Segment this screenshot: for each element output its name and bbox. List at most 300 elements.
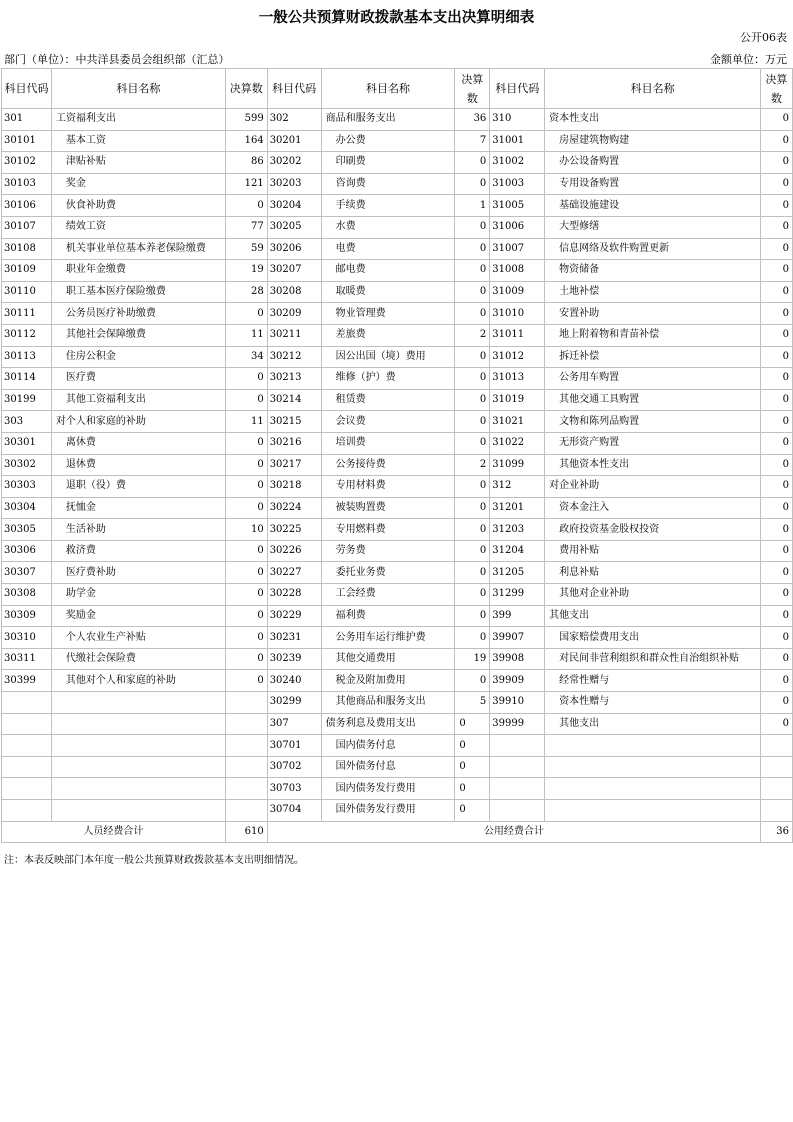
amount-cell: 0: [225, 584, 267, 606]
account-name-cell: 代缴社会保险费: [51, 648, 225, 670]
table-body: [2, 109, 793, 822]
account-name-cell: [51, 713, 225, 735]
account-name-cell: 医疗费: [51, 368, 225, 390]
amount-cell: 0: [761, 368, 793, 390]
amount-cell: 0: [225, 562, 267, 584]
table-row: [2, 627, 793, 649]
amount-cell: [225, 713, 267, 735]
account-code-cell: 31203: [490, 519, 545, 541]
amount-cell: 0: [455, 778, 490, 800]
amount-cell: 10: [225, 519, 267, 541]
account-code-cell: 30229: [267, 605, 321, 627]
account-code-cell: 30211: [267, 324, 321, 346]
amount-cell: 0: [455, 670, 490, 692]
account-name-cell: 物业管理费: [321, 303, 455, 325]
amount-cell: 0: [761, 497, 793, 519]
amount-cell: 0: [225, 368, 267, 390]
amount-cell: 11: [225, 324, 267, 346]
account-name-cell: 公务员医疗补助缴费: [51, 303, 225, 325]
account-code-cell: 30112: [2, 324, 52, 346]
amount-cell: 0: [761, 562, 793, 584]
account-name-cell: 印刷费: [321, 152, 455, 174]
account-code-cell: [2, 756, 52, 778]
account-name-cell: 工会经费: [321, 584, 455, 606]
account-name-cell: 基本工资: [51, 130, 225, 152]
account-name-cell: 商品和服务支出: [321, 109, 455, 131]
amount-cell: 0: [761, 540, 793, 562]
amount-cell: 0: [225, 497, 267, 519]
table-row: [2, 238, 793, 260]
header-code-3: 科目代码: [490, 69, 545, 109]
account-name-cell: 对民间非营利组织和群众性自治组织补贴: [545, 648, 761, 670]
amount-cell: 11: [225, 411, 267, 433]
table-row: [2, 411, 793, 433]
account-code-cell: 30216: [267, 432, 321, 454]
amount-cell: 0: [455, 519, 490, 541]
account-name-cell: 奖励金: [51, 605, 225, 627]
personnel-total-value: 610: [225, 821, 267, 843]
amount-cell: [761, 800, 793, 822]
amount-cell: 5: [455, 692, 490, 714]
account-name-cell: 安置补助: [545, 303, 761, 325]
amount-cell: 0: [455, 238, 490, 260]
account-name-cell: 委托业务费: [321, 562, 455, 584]
amount-cell: 0: [455, 584, 490, 606]
report-title: 一般公共预算财政拨款基本支出决算明细表: [258, 10, 535, 26]
amount-cell: 0: [761, 260, 793, 282]
amount-cell: 0: [761, 432, 793, 454]
account-name-cell: 邮电费: [321, 260, 455, 282]
account-code-cell: [2, 800, 52, 822]
account-code-cell: 31022: [490, 432, 545, 454]
account-code-cell: 30215: [267, 411, 321, 433]
personnel-total-label: 人员经费合计: [2, 821, 226, 843]
amount-cell: 19: [455, 648, 490, 670]
amount-cell: 0: [761, 605, 793, 627]
account-name-cell: 退休费: [51, 454, 225, 476]
table-row: [2, 562, 793, 584]
amount-cell: 0: [761, 648, 793, 670]
amount-cell: 121: [225, 173, 267, 195]
account-name-cell: 其他对企业补助: [545, 584, 761, 606]
table-row: [2, 303, 793, 325]
account-code-cell: 31001: [490, 130, 545, 152]
amount-cell: 0: [761, 627, 793, 649]
account-code-cell: 31005: [490, 195, 545, 217]
account-code-cell: [2, 692, 52, 714]
amount-cell: 0: [225, 303, 267, 325]
account-code-cell: 31013: [490, 368, 545, 390]
account-code-cell: 30224: [267, 497, 321, 519]
account-name-cell: 资本金注入: [545, 497, 761, 519]
account-code-cell: [490, 735, 545, 757]
amount-cell: 0: [455, 605, 490, 627]
account-name-cell: 取暖费: [321, 281, 455, 303]
account-code-cell: 30702: [267, 756, 321, 778]
account-code-cell: 31002: [490, 152, 545, 174]
account-name-cell: 会议费: [321, 411, 455, 433]
account-name-cell: 被装购置费: [321, 497, 455, 519]
account-name-cell: 差旅费: [321, 324, 455, 346]
account-code-cell: 30208: [267, 281, 321, 303]
table-row: [2, 756, 793, 778]
form-code: 公开06表: [740, 31, 787, 44]
header-amount-2: 决算数: [455, 69, 490, 109]
account-code-cell: 30231: [267, 627, 321, 649]
account-code-cell: 30239: [267, 648, 321, 670]
table-row: [2, 368, 793, 390]
account-name-cell: 退职（役）费: [51, 476, 225, 498]
account-code-cell: 30303: [2, 476, 52, 498]
amount-cell: 0: [761, 389, 793, 411]
amount-cell: 0: [225, 195, 267, 217]
account-code-cell: 30111: [2, 303, 52, 325]
account-name-cell: 经常性赠与: [545, 670, 761, 692]
account-name-cell: 绩效工资: [51, 216, 225, 238]
account-name-cell: 拆迁补偿: [545, 346, 761, 368]
account-name-cell: 咨询费: [321, 173, 455, 195]
account-name-cell: 手续费: [321, 195, 455, 217]
account-name-cell: 对个人和家庭的补助: [51, 411, 225, 433]
account-code-cell: 30199: [2, 389, 52, 411]
account-code-cell: 303: [2, 411, 52, 433]
account-code-cell: 30106: [2, 195, 52, 217]
header-name-2: 科目名称: [321, 69, 455, 109]
amount-cell: 0: [225, 454, 267, 476]
account-name-cell: 基础设施建设: [545, 195, 761, 217]
amount-cell: 164: [225, 130, 267, 152]
account-name-cell: 其他商品和服务支出: [321, 692, 455, 714]
table-row: [2, 281, 793, 303]
account-code-cell: 30308: [2, 584, 52, 606]
account-code-cell: 30113: [2, 346, 52, 368]
account-code-cell: 30307: [2, 562, 52, 584]
account-code-cell: 30704: [267, 800, 321, 822]
account-name-cell: 地上附着物和青苗补偿: [545, 324, 761, 346]
account-code-cell: 39907: [490, 627, 545, 649]
amount-cell: 0: [761, 692, 793, 714]
account-name-cell: 其他资本性支出: [545, 454, 761, 476]
amount-cell: 0: [455, 368, 490, 390]
account-code-cell: 30201: [267, 130, 321, 152]
account-name-cell: 利息补贴: [545, 562, 761, 584]
account-name-cell: 公务用车购置: [545, 368, 761, 390]
account-name-cell: 助学金: [51, 584, 225, 606]
header-amount-3: 决算数: [761, 69, 793, 109]
account-name-cell: 住房公积金: [51, 346, 225, 368]
account-code-cell: 30203: [267, 173, 321, 195]
account-code-cell: 30302: [2, 454, 52, 476]
account-code-cell: 30209: [267, 303, 321, 325]
amount-cell: 0: [455, 411, 490, 433]
amount-cell: 0: [455, 735, 490, 757]
table-row: [2, 454, 793, 476]
account-code-cell: 30399: [2, 670, 52, 692]
account-code-cell: 31008: [490, 260, 545, 282]
amount-cell: 0: [455, 562, 490, 584]
account-code-cell: [2, 778, 52, 800]
account-name-cell: 租赁费: [321, 389, 455, 411]
table-row: [2, 648, 793, 670]
amount-cell: 0: [761, 216, 793, 238]
account-name-cell: 国外债务发行费用: [321, 800, 455, 822]
account-name-cell: [51, 735, 225, 757]
table-row: [2, 195, 793, 217]
account-name-cell: 机关事业单位基本养老保险缴费: [51, 238, 225, 260]
table-row: [2, 389, 793, 411]
table-row: [2, 735, 793, 757]
table-row: [2, 216, 793, 238]
account-code-cell: 312: [490, 476, 545, 498]
account-code-cell: 30212: [267, 346, 321, 368]
account-code-cell: 30202: [267, 152, 321, 174]
account-code-cell: 30109: [2, 260, 52, 282]
account-code-cell: 31099: [490, 454, 545, 476]
amount-cell: 86: [225, 152, 267, 174]
account-code-cell: 31012: [490, 346, 545, 368]
amount-cell: 0: [761, 670, 793, 692]
account-name-cell: 国外债务付息: [321, 756, 455, 778]
account-name-cell: 水费: [321, 216, 455, 238]
amount-cell: 2: [455, 454, 490, 476]
amount-cell: 0: [455, 627, 490, 649]
account-code-cell: 31003: [490, 173, 545, 195]
header-code-2: 科目代码: [267, 69, 321, 109]
account-name-cell: [51, 778, 225, 800]
table-row: [2, 540, 793, 562]
account-code-cell: [490, 778, 545, 800]
amount-cell: 0: [455, 756, 490, 778]
account-name-cell: 福利费: [321, 605, 455, 627]
amount-cell: 36: [455, 109, 490, 131]
amount-cell: 2: [455, 324, 490, 346]
account-code-cell: 30108: [2, 238, 52, 260]
account-name-cell: 物资储备: [545, 260, 761, 282]
amount-cell: 0: [761, 109, 793, 131]
account-code-cell: 31010: [490, 303, 545, 325]
table-row: [2, 476, 793, 498]
amount-cell: 0: [455, 432, 490, 454]
table-row: [2, 109, 793, 131]
account-code-cell: 30102: [2, 152, 52, 174]
account-code-cell: 30110: [2, 281, 52, 303]
table-row: [2, 346, 793, 368]
amount-cell: 0: [455, 497, 490, 519]
account-code-cell: 30240: [267, 670, 321, 692]
account-name-cell: 个人农业生产补贴: [51, 627, 225, 649]
amount-cell: 0: [761, 454, 793, 476]
account-name-cell: 其他工资福利支出: [51, 389, 225, 411]
amount-cell: 0: [455, 476, 490, 498]
account-code-cell: 31299: [490, 584, 545, 606]
account-name-cell: 资本性赠与: [545, 692, 761, 714]
table-row: [2, 260, 793, 282]
amount-cell: [225, 692, 267, 714]
amount-cell: 0: [761, 713, 793, 735]
account-name-cell: 抚恤金: [51, 497, 225, 519]
amount-cell: [761, 735, 793, 757]
table-row: [2, 324, 793, 346]
account-code-cell: 30301: [2, 432, 52, 454]
account-code-cell: 30225: [267, 519, 321, 541]
amount-cell: [225, 778, 267, 800]
account-name-cell: 维修（护）费: [321, 368, 455, 390]
amount-cell: 0: [455, 173, 490, 195]
expenditure-detail-table: [1, 68, 793, 843]
account-name-cell: 救济费: [51, 540, 225, 562]
account-code-cell: 39908: [490, 648, 545, 670]
account-name-cell: 因公出国（境）费用: [321, 346, 455, 368]
table-row: [2, 173, 793, 195]
account-name-cell: 信息网络及软件购置更新: [545, 238, 761, 260]
amount-cell: [225, 800, 267, 822]
amount-cell: 0: [455, 216, 490, 238]
totals-row: [2, 821, 793, 843]
account-name-cell: 办公费: [321, 130, 455, 152]
account-code-cell: 31201: [490, 497, 545, 519]
table-row: [2, 692, 793, 714]
table-row: [2, 713, 793, 735]
account-code-cell: 30205: [267, 216, 321, 238]
amount-cell: 0: [455, 152, 490, 174]
table-header-row: [2, 69, 793, 109]
account-name-cell: 文物和陈列品购置: [545, 411, 761, 433]
amount-cell: 0: [455, 281, 490, 303]
account-name-cell: 资本性支出: [545, 109, 761, 131]
account-code-cell: 30227: [267, 562, 321, 584]
account-code-cell: 30701: [267, 735, 321, 757]
table-row: [2, 432, 793, 454]
account-name-cell: 国内债务发行费用: [321, 778, 455, 800]
account-name-cell: 国家赔偿费用支出: [545, 627, 761, 649]
account-name-cell: 土地补偿: [545, 281, 761, 303]
account-name-cell: 其他交通费用: [321, 648, 455, 670]
amount-cell: 0: [761, 152, 793, 174]
account-code-cell: 301: [2, 109, 52, 131]
account-code-cell: 307: [267, 713, 321, 735]
account-code-cell: 30214: [267, 389, 321, 411]
account-code-cell: 30103: [2, 173, 52, 195]
table-row: [2, 778, 793, 800]
amount-cell: 0: [761, 476, 793, 498]
amount-cell: 1: [455, 195, 490, 217]
header-amount-1: 决算数: [225, 69, 267, 109]
account-code-cell: 30107: [2, 216, 52, 238]
account-code-cell: 30703: [267, 778, 321, 800]
account-code-cell: 39910: [490, 692, 545, 714]
account-code-cell: 30304: [2, 497, 52, 519]
amount-cell: 28: [225, 281, 267, 303]
account-code-cell: [490, 800, 545, 822]
amount-cell: [225, 756, 267, 778]
account-code-cell: 30218: [267, 476, 321, 498]
amount-cell: 0: [761, 173, 793, 195]
account-name-cell: 费用补贴: [545, 540, 761, 562]
public-total-value: 36: [761, 821, 793, 843]
account-name-cell: 劳务费: [321, 540, 455, 562]
amount-cell: 0: [761, 584, 793, 606]
account-name-cell: [545, 800, 761, 822]
amount-cell: 0: [761, 281, 793, 303]
account-name-cell: [51, 800, 225, 822]
table-row: [2, 584, 793, 606]
account-name-cell: [51, 692, 225, 714]
account-code-cell: 30204: [267, 195, 321, 217]
amount-cell: 0: [225, 389, 267, 411]
amount-cell: 0: [225, 670, 267, 692]
account-name-cell: 办公设备购置: [545, 152, 761, 174]
account-code-cell: 31021: [490, 411, 545, 433]
department-label: 部门（单位）：中共洋县委员会组织部（汇总）: [4, 53, 230, 66]
amount-cell: 7: [455, 130, 490, 152]
account-name-cell: 工资福利支出: [51, 109, 225, 131]
account-code-cell: 31011: [490, 324, 545, 346]
amount-cell: 0: [455, 346, 490, 368]
amount-cell: [761, 756, 793, 778]
account-name-cell: 房屋建筑物购建: [545, 130, 761, 152]
account-code-cell: 30207: [267, 260, 321, 282]
header-name-3: 科目名称: [545, 69, 761, 109]
amount-cell: 0: [225, 627, 267, 649]
account-name-cell: 专用材料费: [321, 476, 455, 498]
amount-cell: [761, 778, 793, 800]
amount-cell: 599: [225, 109, 267, 131]
amount-cell: 0: [761, 238, 793, 260]
account-code-cell: 30213: [267, 368, 321, 390]
amount-cell: 77: [225, 216, 267, 238]
account-code-cell: 30114: [2, 368, 52, 390]
account-name-cell: [51, 756, 225, 778]
amount-unit: 金额单位：万元: [710, 53, 787, 66]
account-code-cell: 31019: [490, 389, 545, 411]
account-code-cell: 31009: [490, 281, 545, 303]
account-name-cell: 其他交通工具购置: [545, 389, 761, 411]
table-row: [2, 152, 793, 174]
amount-cell: 0: [761, 195, 793, 217]
account-code-cell: 310: [490, 109, 545, 131]
account-code-cell: 31006: [490, 216, 545, 238]
account-name-cell: 伙食补助费: [51, 195, 225, 217]
account-code-cell: 31007: [490, 238, 545, 260]
account-code-cell: [490, 756, 545, 778]
account-code-cell: 302: [267, 109, 321, 131]
amount-cell: 0: [761, 324, 793, 346]
account-code-cell: 31205: [490, 562, 545, 584]
account-code-cell: 30217: [267, 454, 321, 476]
amount-cell: 0: [761, 346, 793, 368]
account-code-cell: 30226: [267, 540, 321, 562]
header-name-1: 科目名称: [51, 69, 225, 109]
account-code-cell: 31204: [490, 540, 545, 562]
account-name-cell: 大型修缮: [545, 216, 761, 238]
amount-cell: 0: [761, 303, 793, 325]
account-code-cell: 30305: [2, 519, 52, 541]
amount-cell: 0: [455, 389, 490, 411]
amount-cell: 19: [225, 260, 267, 282]
account-name-cell: 对企业补助: [545, 476, 761, 498]
account-code-cell: 39909: [490, 670, 545, 692]
account-code-cell: 30101: [2, 130, 52, 152]
amount-cell: 0: [225, 605, 267, 627]
amount-cell: 0: [455, 303, 490, 325]
account-code-cell: 30311: [2, 648, 52, 670]
account-code-cell: 30309: [2, 605, 52, 627]
header-code-1: 科目代码: [2, 69, 52, 109]
amount-cell: 34: [225, 346, 267, 368]
table-row: [2, 130, 793, 152]
account-name-cell: 国内债务付息: [321, 735, 455, 757]
account-name-cell: 奖金: [51, 173, 225, 195]
